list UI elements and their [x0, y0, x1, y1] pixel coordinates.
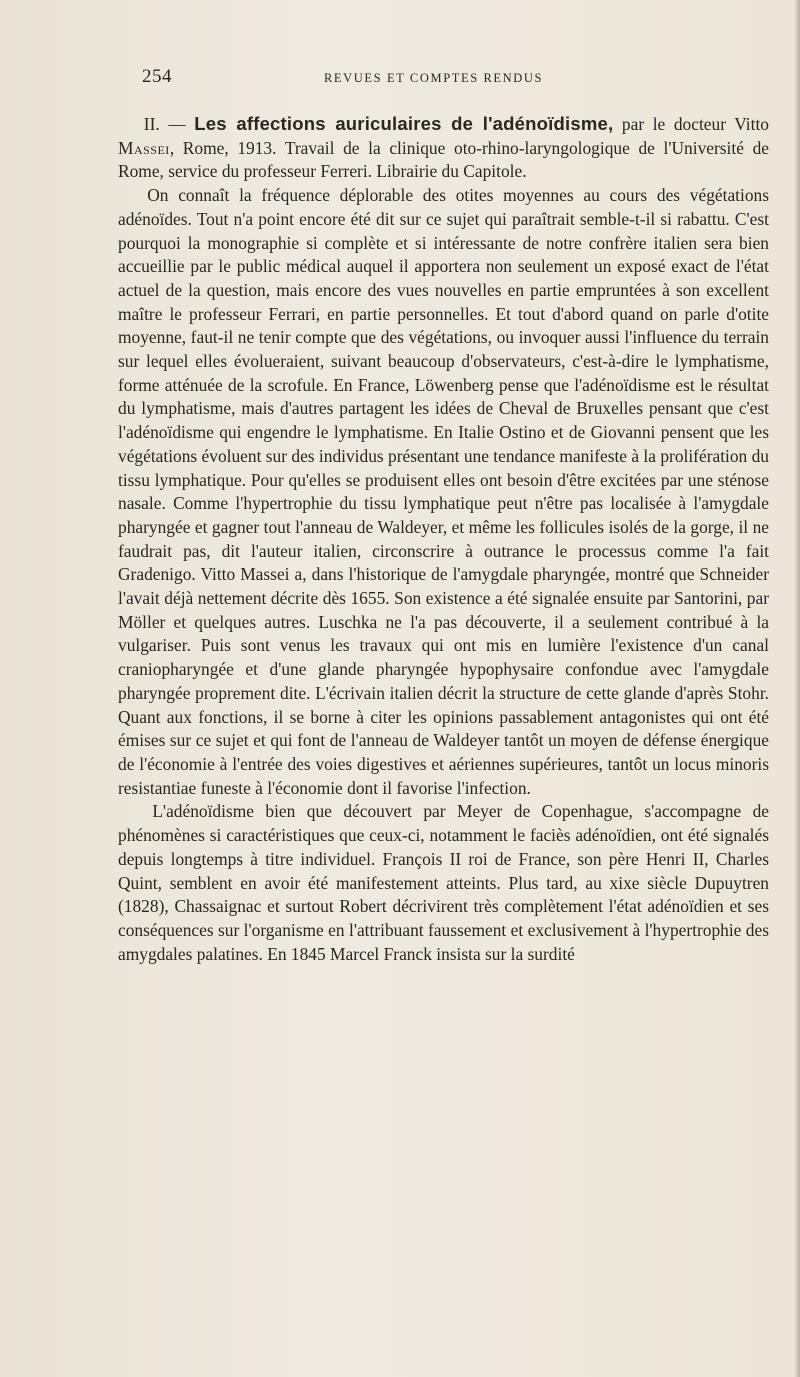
paragraph: On connaît la fréquence déplorable des otites moyennes au cours des végétations adénoïdes. Tout n'a point encore été dit sur ce sujet qui paraîtrait semble-t-il si rabattu. C'est pourquoi la monographie si complète et si intéressante de notre confrère italien sera bien accueillie par le public médical auquel il apportera non seulement un exposé exact de l'état actuel de la question, mais encore des vues nouvelles en partie empruntées à son excellent maître le professeur Ferrari, en partie personnelles. Et tout d'abord quand on parle d'otite moyenne, faut-il ne tenir compte que des végétations, ou invoquer aussi l'influence du terrain sur lequel elles évolueraient, suivant beaucoup d'observateurs, c'est-à-dire le lymphatisme, forme atténuée de la scrofule. En France, Löwenberg pense que l'adénoïdisme est le résultat du lymphatisme, mais d'autres partagent les idées de Cheval de Bruxelles pensant que c'est l'adénoïdisme qui engendre le lymphatisme. En Italie Ostino et de Giovanni pensent que les végétations évoluent sur des individus présentant une tendance manifeste à la prolifération du tissu lymphatique. Pour qu'elles se produisent elles ont besoin d'être excitées par une sténose nasale. Comme l'hypertrophie du tissu lymphatique peut n'être pas localisée à l'amygdale pharyngée et gagner tout l'anneau de Waldeyer, et même les follicules isolés de la gorge, il ne faudrait pas, dit l'auteur italien, circonscrire à outrance le processus comme l'a fait Gradenigo. Vitto Massei a, dans l'historique de l'amygdale pharyngée, montré que Schneider l'avait déjà nettement décrite dès 1655. Son existence a été signalée ensuite par Santorini, par Möller et quelques autres. Luschka ne l'a pas découverte, il a seulement contribué à la vulgariser. Puis sont venus les travaux qui ont mis en lumière l'existence d'un canal craniopharyngée et d'une glande pharyngée hypophysaire confondue avec l'amygdale pharyngée proprement dite. L'écrivain italien décrit la structure de cette glande d'après Stohr. Quant aux fonctions, il se borne à citer les opinions passablement antagonistes qui ont été émises sur ce sujet et qui font de l'anneau de Waldeyer tantôt un moyen de défense énergique de l'économie à l'entrée des voies digestives et aériennes supérieures, tantôt un locus minoris resistantiae funeste à l'économie dont il favorise l'infection. [118, 185, 770, 798]
citation: , Rome, 1913. Travail de la clinique oto-rhino-laryngologique de l'Université de Rome, service du professeur Ferreri. Librairie du Capitole. [118, 137, 769, 182]
article-heading [118, 112, 769, 184]
author-name: Massei [118, 137, 170, 158]
page-header [142, 66, 772, 90]
page-number: 254 [142, 66, 172, 87]
section-number: II. — [143, 114, 186, 134]
article-title: Les affections auriculaires de l'adénoïdisme, [194, 113, 614, 134]
review-article [118, 112, 769, 966]
running-head: REVUES ET COMPTES RENDUS [324, 71, 544, 85]
page-edge-shadow [794, 0, 800, 1377]
paragraph: L'adénoïdisme bien que découvert par Meyer de Copenhague, s'accompagne de phénomènes si caractéristiques que ceux-ci, notamment le faciès adénoïdien, ont été signalés depuis longtemps à titre individuel. François II roi de France, son père Henri II, Charles Quint, semblent en avoir été manifestement atteints. Plus tard, au xixe siècle Dupuytren (1828), Chassaignac et surtout Robert décrivirent très complètement l'état adénoïdien et ses conséquences sur l'organisme en l'attribuant faussement et exclusivement à l'hypertrophie des amygdales palatines. En 1845 Marcel Franck insista sur la surdité [118, 801, 769, 964]
byline-prefix: par le docteur Vitto [621, 114, 769, 134]
